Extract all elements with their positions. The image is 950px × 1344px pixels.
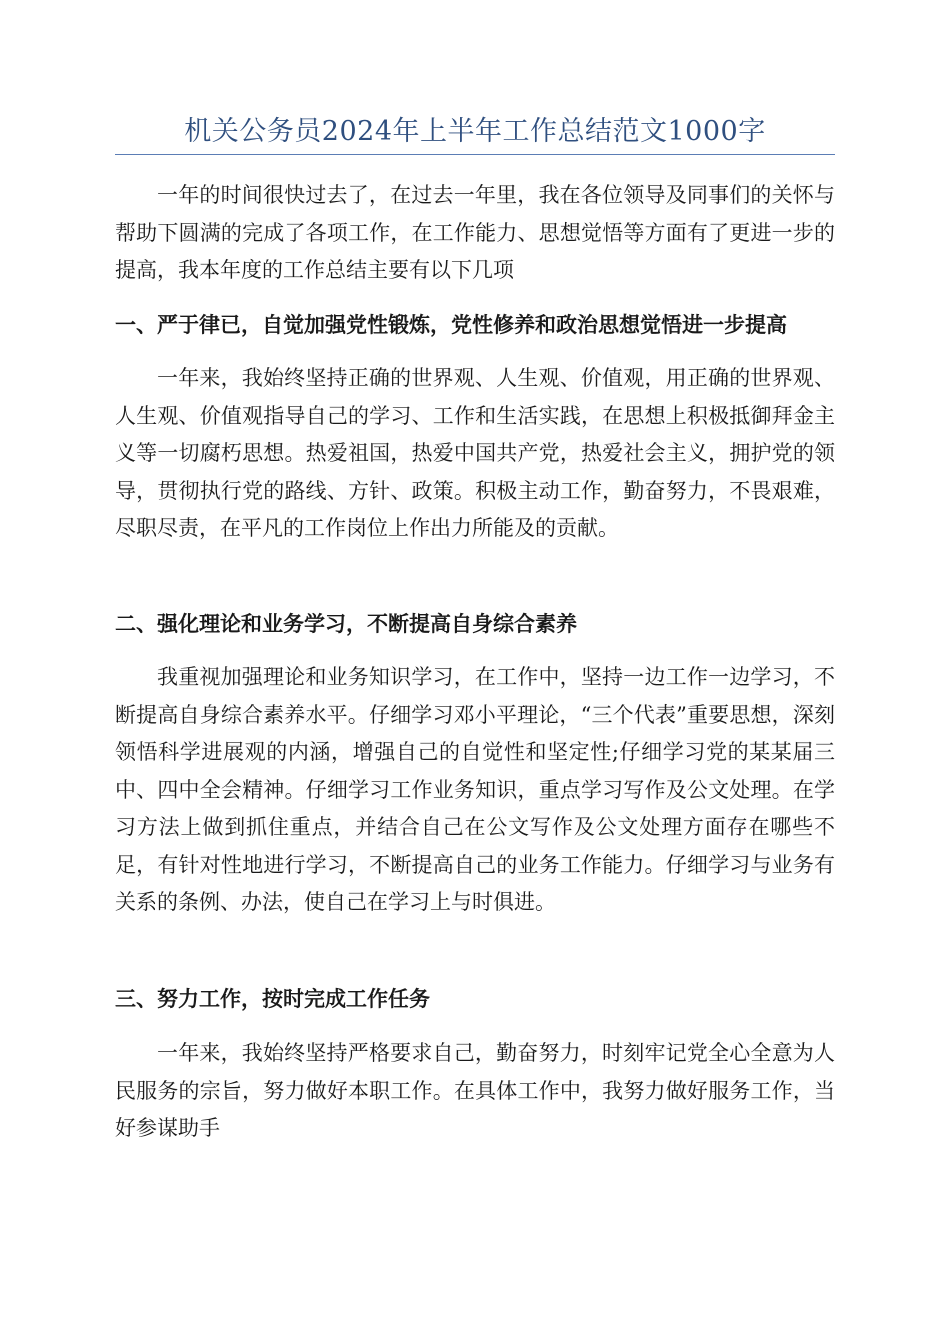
- section-3-paragraph: 一年来，我始终坚持严格要求自己，勤奋努力，时刻牢记党全心全意为人民服务的宗旨，努力做好本职工作。在具体工作中，我努力做好服务工作，当好参谋助手: [115, 1041, 835, 1140]
- section-1-heading: 一、严于律已，自觉加强党性锻炼，党性修养和政治思想觉悟进一步提高: [115, 313, 787, 337]
- section-2-paragraph: 我重视加强理论和业务知识学习，在工作中，坚持一边工作一边学习，不断提高自身综合素养水平。仔细学习邓小平理论，“三个代表”重要思想，深刻领悟科学进展观的内涵，增强自己的自觉性和坚定性;仔细学习党的某某届三中、四中全会精神。仔细学习工作业务知识，重点学习写作及公文处理。在学习方法上做到抓住重点，并结合自己在公文写作及公文处理方面存在哪些不足，有针对性地进行学习，不断提高自己的业务工作能力。仔细学习与业务有关系的条例、办法，使自己在学习上与时俱进。: [115, 665, 835, 914]
- section-2-content: [115, 659, 835, 922]
- intro-block: [115, 177, 835, 290]
- section-1-content: [115, 360, 835, 548]
- section-2-heading: 二、强化理论和业务学习，不断提高自身综合素养: [115, 612, 577, 636]
- intro-paragraph: 一年的时间很快过去了，在过去一年里，我在各位领导及同事们的关怀与帮助下圆满的完成了各项工作，在工作能力、思想觉悟等方面有了更进一步的提高，我本年度的工作总结主要有以下几项: [115, 183, 835, 282]
- section-3-content: [115, 1035, 835, 1148]
- title-underline: [115, 154, 835, 155]
- section-3-heading: 三、努力工作，按时完成工作任务: [115, 987, 430, 1011]
- document-title: 机关公务员2024年上半年工作总结范文1000字: [184, 116, 766, 147]
- section-1-paragraph: 一年来，我始终坚持正确的世界观、人生观、价值观，用正确的世界观、人生观、价值观指导自己的学习、工作和生活实践，在思想上积极抵御拜金主义等一切腐朽思想。热爱祖国，热爱中国共产党，热爱社会主义，拥护党的领导，贯彻执行党的路线、方针、政策。积极主动工作，勤奋努力，不畏艰难，尽职尽责，在平凡的工作岗位上作出力所能及的贡献。: [115, 366, 835, 540]
- section-3: [115, 981, 835, 1019]
- section-1: [115, 307, 835, 345]
- section-2: [115, 606, 835, 644]
